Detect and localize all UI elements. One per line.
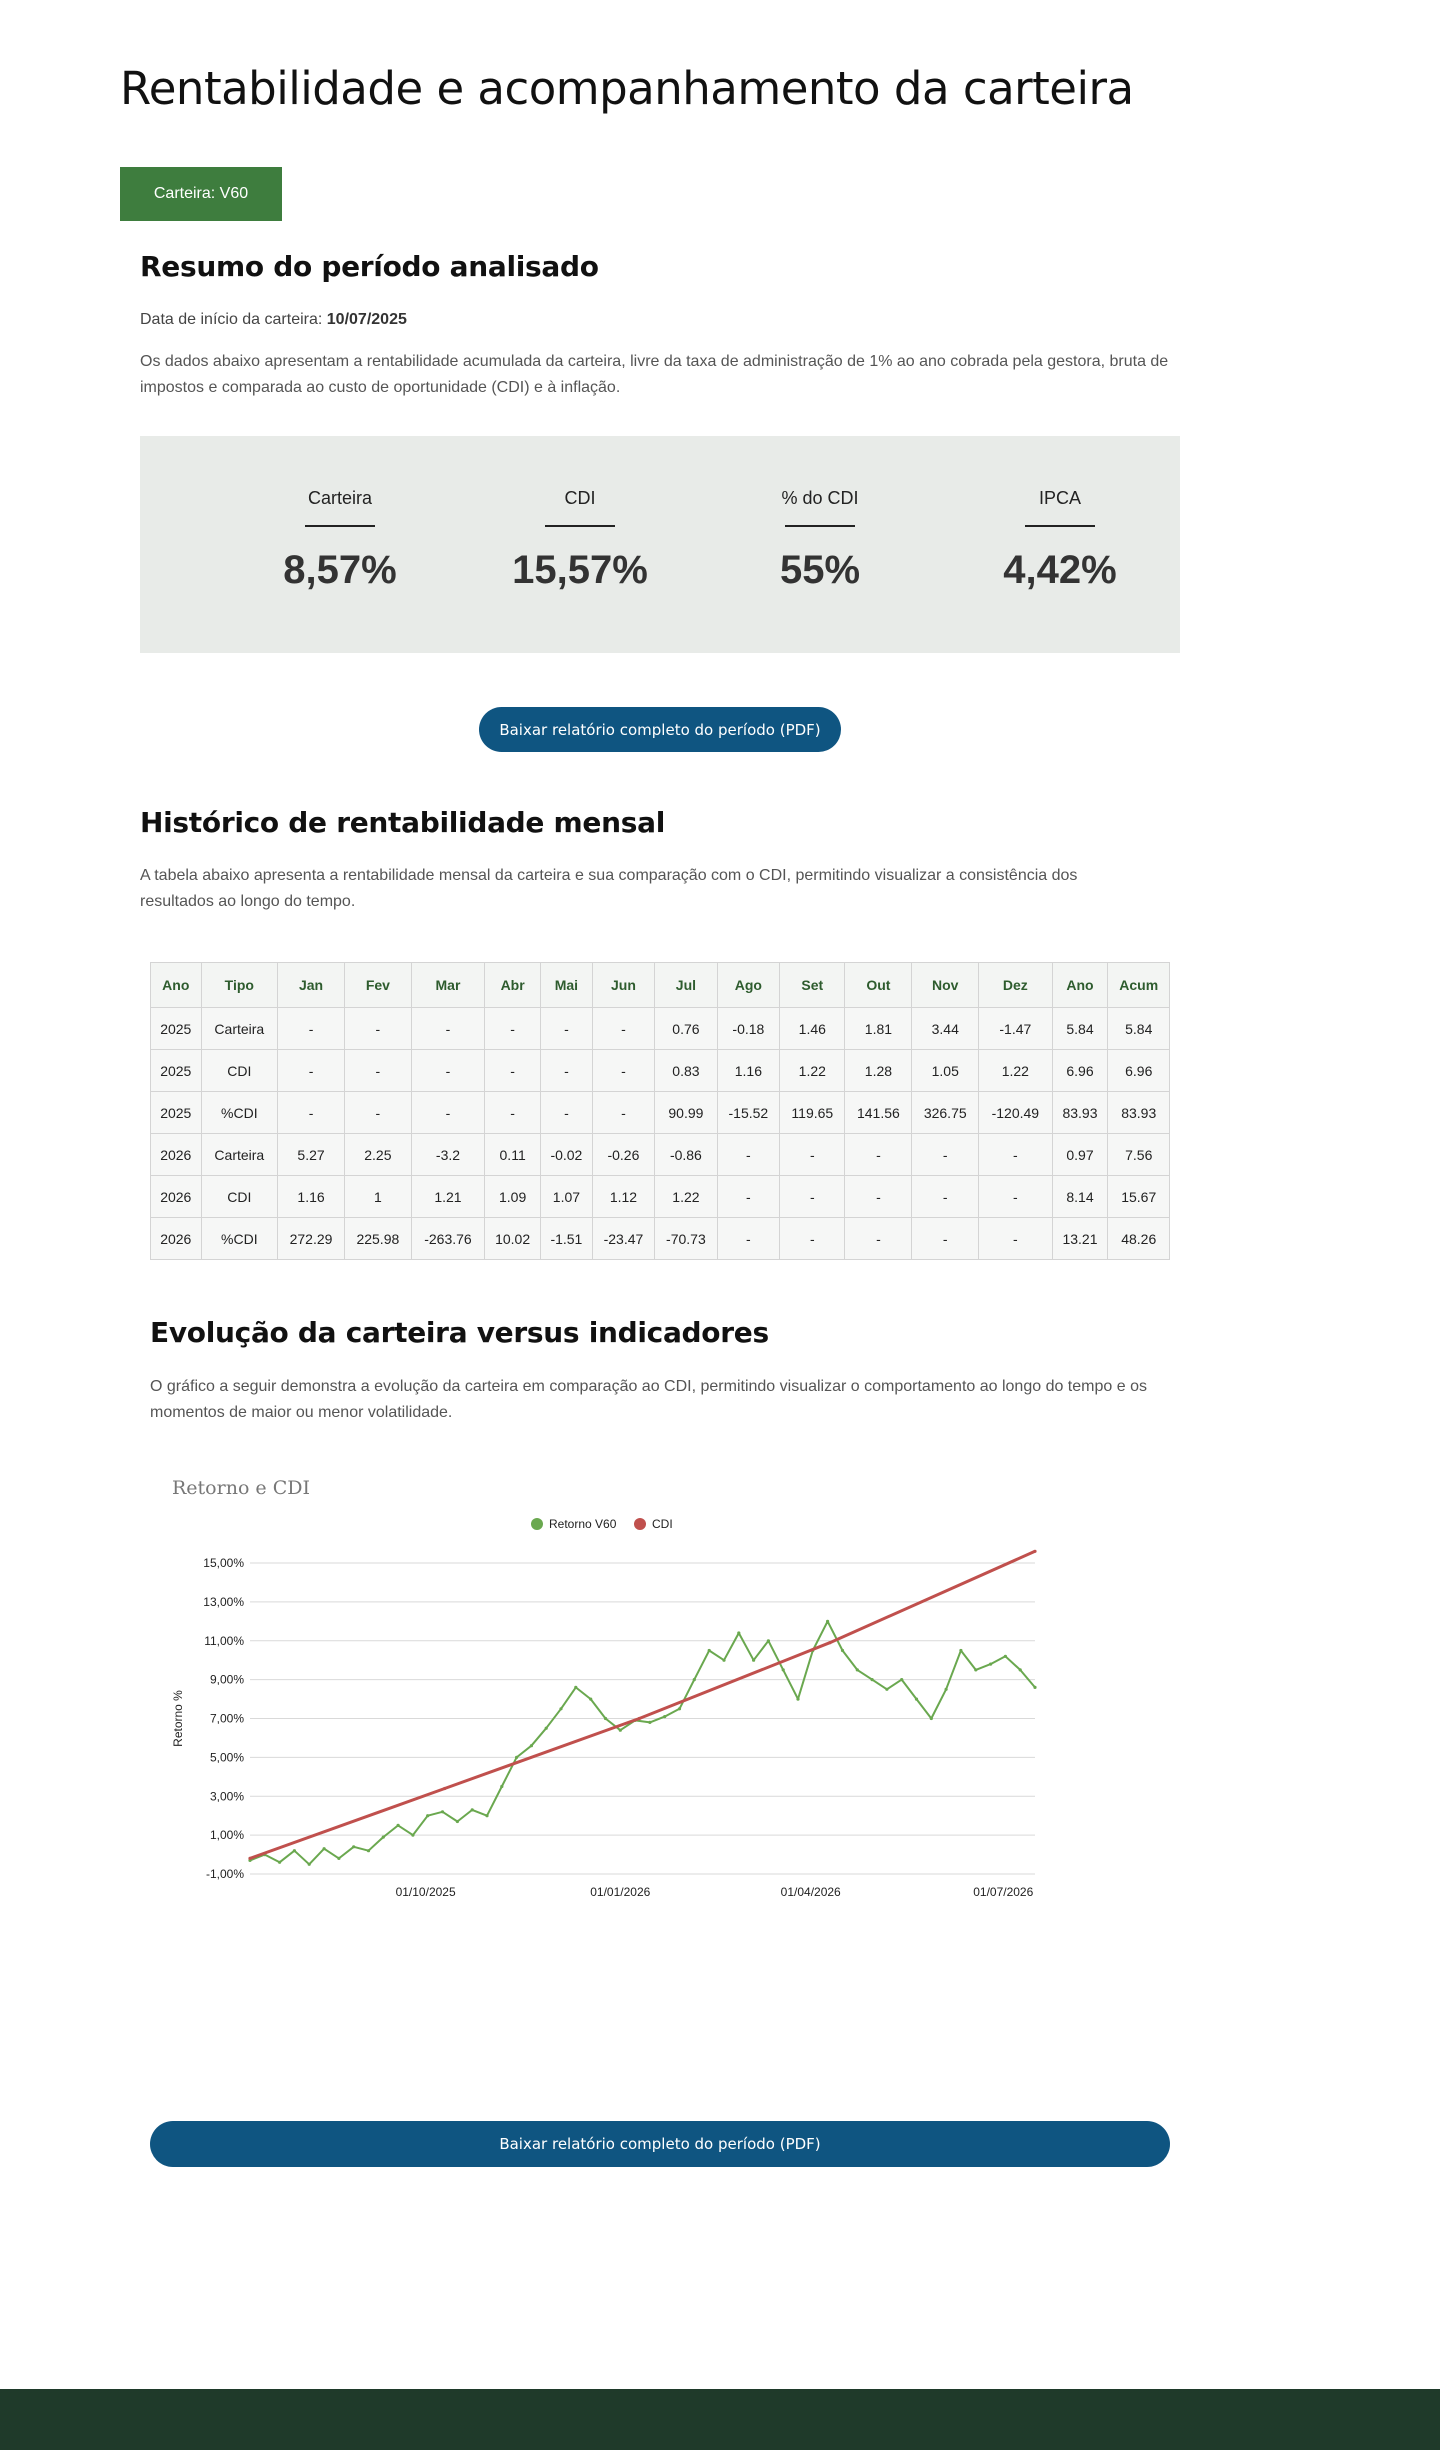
data-point xyxy=(1004,1655,1007,1658)
table-cell: -0.26 xyxy=(592,1134,654,1176)
table-cell: - xyxy=(912,1134,979,1176)
data-point xyxy=(752,1659,755,1662)
page-title: Rentabilidade e acompanhamento da carteira xyxy=(120,62,1134,115)
metric-value: 4,42% xyxy=(1003,548,1117,592)
table-cell: 1 xyxy=(344,1176,411,1218)
start-date-label: Data de início da carteira: xyxy=(140,311,323,328)
table-cell: - xyxy=(780,1134,845,1176)
table-cell: -23.47 xyxy=(592,1218,654,1260)
data-point xyxy=(663,1715,666,1718)
table-cell: -263.76 xyxy=(411,1218,484,1260)
table-cell: 7.56 xyxy=(1108,1134,1170,1176)
legend-label: Retorno V60 xyxy=(549,1517,617,1531)
data-point xyxy=(767,1639,770,1642)
table-cell: 1.81 xyxy=(845,1008,912,1050)
table-row xyxy=(151,1134,1170,1176)
table-cell: - xyxy=(411,1008,484,1050)
data-point xyxy=(397,1824,400,1827)
metric-underline xyxy=(545,525,615,527)
table-cell: 6.96 xyxy=(1108,1050,1170,1092)
table-cell: 1.07 xyxy=(541,1176,593,1218)
table-cell: - xyxy=(541,1008,593,1050)
table-cell: 15.67 xyxy=(1108,1176,1170,1218)
metric-value: 55% xyxy=(779,548,861,592)
table-cell: 1.28 xyxy=(845,1050,912,1092)
data-point xyxy=(638,1717,641,1720)
data-point xyxy=(648,1721,651,1724)
data-point xyxy=(959,1649,962,1652)
table-cell: 2025 xyxy=(151,1092,202,1134)
table-cell: - xyxy=(278,1092,345,1134)
table-cell: - xyxy=(912,1218,979,1260)
table-cell: 2025 xyxy=(151,1008,202,1050)
column-header: Out xyxy=(845,963,912,1008)
table-cell: 2026 xyxy=(151,1134,202,1176)
portfolio-tab[interactable]: Carteira: V60 xyxy=(120,167,282,221)
y-axis-label: Retorno % xyxy=(171,1690,185,1747)
table-row xyxy=(151,1050,1170,1092)
table-cell: - xyxy=(717,1176,779,1218)
table-row xyxy=(151,1176,1170,1218)
table-cell: 10.02 xyxy=(485,1218,541,1260)
table-row xyxy=(151,1218,1170,1260)
history-heading: Histórico de rentabilidade mensal xyxy=(140,806,666,839)
data-point xyxy=(382,1836,385,1839)
metric-underline xyxy=(785,525,855,527)
legend-marker xyxy=(634,1518,646,1530)
table-cell: -0.18 xyxy=(717,1008,779,1050)
table-cell: -1.47 xyxy=(979,1008,1052,1050)
data-point xyxy=(456,1820,459,1823)
table-cell: 2025 xyxy=(151,1050,202,1092)
data-point xyxy=(856,1668,859,1671)
table-cell: - xyxy=(717,1218,779,1260)
summary-heading: Resumo do período analisado xyxy=(140,250,599,283)
column-header: Nov xyxy=(912,963,979,1008)
metric-label: Carteira xyxy=(307,488,373,508)
table-cell: 0.97 xyxy=(1052,1134,1108,1176)
table-cell: - xyxy=(278,1008,345,1050)
metric-label: % do CDI xyxy=(781,488,859,508)
x-tick-label: 01/01/2026 xyxy=(590,1885,651,1899)
y-tick-label: 1,00% xyxy=(209,1828,244,1843)
column-header: Tipo xyxy=(201,963,278,1008)
table-cell: 1.05 xyxy=(912,1050,979,1092)
table-cell: -3.2 xyxy=(411,1134,484,1176)
table-cell: - xyxy=(717,1134,779,1176)
table-cell: 90.99 xyxy=(655,1092,717,1134)
table-cell: - xyxy=(485,1092,541,1134)
data-point xyxy=(826,1620,829,1623)
table-cell: -0.86 xyxy=(655,1134,717,1176)
returns-chart-svg xyxy=(150,1460,1050,1920)
table-cell: -70.73 xyxy=(655,1218,717,1260)
x-tick-label: 01/10/2025 xyxy=(395,1885,456,1899)
column-header: Set xyxy=(780,963,845,1008)
table-cell: 2026 xyxy=(151,1218,202,1260)
table-body xyxy=(151,1008,1170,1260)
legend-marker xyxy=(531,1518,543,1530)
y-tick-label: 15,00% xyxy=(203,1556,244,1570)
table-cell: - xyxy=(344,1092,411,1134)
y-tick-label: 3,00% xyxy=(209,1789,244,1804)
data-point xyxy=(574,1686,577,1689)
table-cell: 6.96 xyxy=(1052,1050,1108,1092)
table-cell: - xyxy=(979,1218,1052,1260)
metric-value: 15,57% xyxy=(512,548,648,592)
metric-value: 8,57% xyxy=(283,548,397,592)
table-cell: - xyxy=(845,1134,912,1176)
column-header: Jun xyxy=(592,963,654,1008)
table-cell: 13.21 xyxy=(1052,1218,1108,1260)
y-tick-label: -1,00% xyxy=(205,1867,244,1881)
data-point xyxy=(411,1834,414,1837)
table-cell: - xyxy=(979,1134,1052,1176)
column-header: Ano xyxy=(151,963,202,1008)
data-point xyxy=(485,1814,488,1817)
metric-underline xyxy=(1025,525,1095,527)
table-cell: -15.52 xyxy=(717,1092,779,1134)
data-point xyxy=(945,1688,948,1691)
data-point xyxy=(678,1707,681,1710)
data-point xyxy=(841,1649,844,1652)
chart-title: Retorno e CDI xyxy=(172,1477,310,1499)
table-cell: - xyxy=(411,1050,484,1092)
table-cell: - xyxy=(485,1050,541,1092)
data-point xyxy=(828,1641,831,1644)
table-cell: 119.65 xyxy=(780,1092,845,1134)
column-header: Mai xyxy=(541,963,593,1008)
y-tick-label: 11,00% xyxy=(204,1633,244,1648)
table-cell: -1.51 xyxy=(541,1218,593,1260)
table-cell: CDI xyxy=(201,1176,278,1218)
download-pdf-button[interactable]: Baixar relatório completo do período (PDF) xyxy=(479,707,841,752)
data-point xyxy=(426,1814,429,1817)
footer xyxy=(0,2389,1440,2450)
table-cell: - xyxy=(912,1176,979,1218)
table-cell: -0.02 xyxy=(541,1134,593,1176)
table-cell: 2.25 xyxy=(344,1134,411,1176)
data-point xyxy=(796,1698,799,1701)
table-cell: 1.16 xyxy=(717,1050,779,1092)
data-point xyxy=(693,1678,696,1681)
data-point xyxy=(248,1857,251,1860)
data-point xyxy=(589,1698,592,1701)
data-point xyxy=(530,1744,533,1747)
evolution-heading: Evolução da carteira versus indicadores xyxy=(150,1316,769,1349)
data-point xyxy=(974,1668,977,1671)
column-header: Mar xyxy=(411,963,484,1008)
start-date-value: 10/07/2025 xyxy=(326,311,407,328)
column-header: Dez xyxy=(979,963,1052,1008)
data-point xyxy=(352,1845,355,1848)
series-line-portfolio xyxy=(250,1621,1035,1864)
table-cell: 8.14 xyxy=(1052,1176,1108,1218)
data-point xyxy=(1033,1550,1036,1553)
table-cell: 1.22 xyxy=(780,1050,845,1092)
table-cell: 5.27 xyxy=(278,1134,345,1176)
table-row xyxy=(151,1008,1170,1050)
metric-label: CDI xyxy=(564,488,596,508)
table-cell: 83.93 xyxy=(1052,1092,1108,1134)
table-cell: - xyxy=(845,1176,912,1218)
table-cell: 5.84 xyxy=(1108,1008,1170,1050)
table-cell: Carteira xyxy=(201,1008,278,1050)
data-point xyxy=(619,1729,622,1732)
x-tick-label: 01/07/2026 xyxy=(973,1885,1034,1899)
column-header: Ago xyxy=(717,963,779,1008)
table-cell: 0.11 xyxy=(485,1134,541,1176)
data-point xyxy=(871,1678,874,1681)
series-line-cdi xyxy=(250,1551,1035,1858)
table-cell: 1.22 xyxy=(655,1176,717,1218)
data-point xyxy=(722,1659,725,1662)
table-cell: Carteira xyxy=(201,1134,278,1176)
column-header: Jan xyxy=(278,963,345,1008)
table-cell: %CDI xyxy=(201,1218,278,1260)
table-cell: 1.16 xyxy=(278,1176,345,1218)
data-point xyxy=(471,1808,474,1811)
evolution-description: O gráfico a seguir demonstra a evolução da carteira em comparação ao CDI, permitindo visualizar o comportamento ao longo do tempo e os momentos de maior ou menor volatilidade. xyxy=(150,1378,1147,1421)
column-header: Jul xyxy=(655,963,717,1008)
table-cell: 5.84 xyxy=(1052,1008,1108,1050)
returns-chart xyxy=(150,1460,1050,1920)
table-row xyxy=(151,1092,1170,1134)
data-point xyxy=(708,1649,711,1652)
monthly-returns-table xyxy=(150,962,1170,1260)
table-cell: - xyxy=(592,1050,654,1092)
data-point xyxy=(900,1678,903,1681)
table-cell: - xyxy=(344,1008,411,1050)
table-cell: - xyxy=(485,1008,541,1050)
data-point xyxy=(337,1857,340,1860)
table-cell: 1.22 xyxy=(979,1050,1052,1092)
table-cell: 1.46 xyxy=(780,1008,845,1050)
table-cell: - xyxy=(541,1050,593,1092)
data-point xyxy=(545,1727,548,1730)
data-point xyxy=(915,1698,918,1701)
data-point xyxy=(278,1861,281,1864)
summary-description: Os dados abaixo apresentam a rentabilidade acumulada da carteira, livre da taxa de administração de 1% ao ano cobrada pela gestora, bruta de impostos e comparada ao custo de oportunidade (CDI) e à inflação. xyxy=(140,353,1169,396)
data-point xyxy=(559,1707,562,1710)
y-tick-label: 9,00% xyxy=(209,1672,244,1687)
table-cell: CDI xyxy=(201,1050,278,1092)
table-cell: - xyxy=(780,1176,845,1218)
data-point xyxy=(441,1810,444,1813)
table-cell: 0.76 xyxy=(655,1008,717,1050)
data-point xyxy=(782,1668,785,1671)
data-point xyxy=(604,1717,607,1720)
table-cell: 48.26 xyxy=(1108,1218,1170,1260)
table-cell: 141.56 xyxy=(845,1092,912,1134)
table-cell: 326.75 xyxy=(912,1092,979,1134)
table-cell: 3.44 xyxy=(912,1008,979,1050)
x-tick-label: 01/04/2026 xyxy=(780,1885,841,1899)
data-point xyxy=(367,1849,370,1852)
data-point xyxy=(885,1688,888,1691)
data-point xyxy=(989,1663,992,1666)
table-cell: -120.49 xyxy=(979,1092,1052,1134)
data-point xyxy=(308,1863,311,1866)
table-cell: - xyxy=(979,1176,1052,1218)
column-header: Ano xyxy=(1052,963,1108,1008)
data-point xyxy=(500,1785,503,1788)
table-cell: 1.21 xyxy=(411,1176,484,1218)
table-cell: - xyxy=(592,1008,654,1050)
start-date xyxy=(140,311,407,329)
metric-label: IPCA xyxy=(1038,488,1081,508)
table-cell: - xyxy=(780,1218,845,1260)
column-header: Fev xyxy=(344,963,411,1008)
table-cell: %CDI xyxy=(201,1092,278,1134)
column-header: Acum xyxy=(1108,963,1170,1008)
y-tick-label: 7,00% xyxy=(209,1711,244,1726)
download-pdf-button-bottom[interactable]: Baixar relatório completo do período (PDF) xyxy=(150,2121,1170,2167)
table-cell: 0.83 xyxy=(655,1050,717,1092)
data-point xyxy=(515,1756,518,1759)
table-cell: - xyxy=(278,1050,345,1092)
summary-metrics-box xyxy=(140,436,1180,653)
column-header: Abr xyxy=(485,963,541,1008)
table-cell: 225.98 xyxy=(344,1218,411,1260)
table-cell: - xyxy=(541,1092,593,1134)
table-cell: - xyxy=(344,1050,411,1092)
metric-underline xyxy=(305,525,375,527)
legend-label: CDI xyxy=(652,1517,673,1531)
table-cell: 2026 xyxy=(151,1176,202,1218)
y-tick-label: 5,00% xyxy=(209,1750,244,1765)
data-point xyxy=(323,1847,326,1850)
y-tick-label: 13,00% xyxy=(203,1594,244,1609)
table-cell: - xyxy=(845,1218,912,1260)
history-description: A tabela abaixo apresenta a rentabilidade mensal da carteira e sua comparação com o CDI, permitindo visualizar a consistência dos resultados ao longo do tempo. xyxy=(140,867,1078,910)
table-cell: - xyxy=(411,1092,484,1134)
table-header-row xyxy=(151,963,1170,1008)
data-point xyxy=(293,1849,296,1852)
table-cell: - xyxy=(592,1092,654,1134)
data-point xyxy=(1033,1686,1036,1689)
table-cell: 272.29 xyxy=(278,1218,345,1260)
table-cell: 1.09 xyxy=(485,1176,541,1218)
data-point xyxy=(443,1787,446,1790)
table-cell: 1.12 xyxy=(592,1176,654,1218)
data-point xyxy=(930,1717,933,1720)
table-cell: 83.93 xyxy=(1108,1092,1170,1134)
data-point xyxy=(737,1631,740,1634)
data-point xyxy=(1019,1668,1022,1671)
